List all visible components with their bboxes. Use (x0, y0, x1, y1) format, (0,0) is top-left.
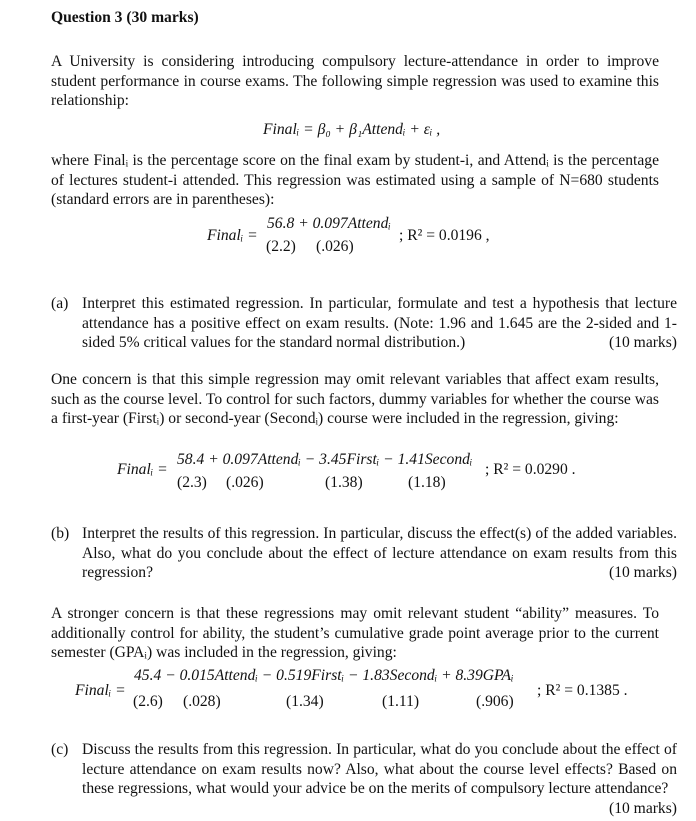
eq1-se: (.026) (316, 238, 354, 255)
part-a-label: (a) (51, 295, 69, 312)
eq2-se: (.026) (226, 474, 264, 491)
concern-2-paragraph: A stronger concern is that these regressions may omit relevant student “ability” measures. To additionally control for ability, the student’s cumulative grade point average prior to the current semester (GPAᵢ) was included in the regression, giving: (51, 605, 659, 661)
eq1-se: (2.2) (266, 238, 296, 255)
part-b (51, 524, 677, 583)
concern-1-paragraph: One concern is that this simple regression may omit relevant variables that affect exam results, such as the course level. To control for such factors, dummy variables for whether the course was a first-year (Firstᵢ) or second-year (Secondᵢ) course were included in the regression, giving: (51, 371, 659, 427)
question-title: Question 3 (30 marks) (51, 9, 199, 26)
eq3-se: (1.34) (286, 693, 324, 710)
part-b-text: Interpret the results of this regression. In particular, discuss the effect(s) of the added variables. Also, what do you conclude about the effect of lecture attendance on exam results from this regression? (82, 525, 677, 581)
part-c (51, 740, 677, 818)
eq1-coefficients: 56.8 + 0.097Attendᵢ (267, 215, 391, 232)
eq2-r-squared: ; R² = 0.0290 . (485, 461, 576, 478)
model-equation: Finalᵢ = β₀ + β₁Attendᵢ + εᵢ , (263, 121, 441, 138)
eq3-se: (2.6) (133, 693, 163, 710)
eq2-lhs: Finalᵢ = (117, 461, 168, 478)
part-c-text: Discuss the results from this regression. In particular, what do you conclude about the effect of lecture attendance on exam results now? Also, what about the course level effects? Based on these regressions, what would your advice be on the merits of compulsory lecture attendance? (82, 741, 677, 797)
part-a-text: Interpret this estimated regression. In particular, formulate and test a hypothesis that lecture attendance has a positive effect on exam results. (Note: 1.96 and 1.645 are the 2-sided and 1-sided 5% critical values for the standard normal distribution.) (82, 295, 677, 351)
eq3-lhs: Finalᵢ = (75, 682, 126, 699)
eq1-lhs: Finalᵢ = (207, 227, 258, 244)
eq3-coefficients: 45.4 − 0.015Attendᵢ − 0.519Firstᵢ − 1.83Secondᵢ + 8.39GPAᵢ (134, 667, 514, 684)
eq3-r-squared: ; R² = 0.1385 . (537, 682, 628, 699)
eq3-se: (.906) (476, 693, 514, 710)
part-b-marks: (10 marks) (609, 564, 677, 581)
part-a (51, 294, 677, 353)
part-c-marks: (10 marks) (609, 799, 677, 817)
eq1-r-squared: ; R² = 0.0196 , (399, 227, 490, 244)
eq2-se: (1.38) (325, 474, 363, 491)
definitions-paragraph: where Finalᵢ is the percentage score on the final exam by student-i, and Attendᵢ is the percentage of lectures student-i attended. This regression was estimated using a sample of N=680 students (standard errors are in parentheses): (51, 152, 659, 208)
eq2-se: (1.18) (408, 474, 446, 491)
eq2-se: (2.3) (177, 474, 207, 491)
part-b-label: (b) (51, 525, 70, 542)
part-a-marks: (10 marks) (609, 334, 677, 351)
eq3-se: (1.11) (382, 693, 420, 710)
part-c-label: (c) (51, 741, 69, 758)
eq3-se: (.028) (183, 693, 221, 710)
eq2-coefficients: 58.4 + 0.097Attendᵢ − 3.45Firstᵢ − 1.41Secondᵢ (177, 451, 473, 468)
intro-paragraph: A University is considering introducing compulsory lecture-attendance in order to improve student performance in course exams. The following simple regression was used to examine this relationship: (51, 53, 659, 109)
